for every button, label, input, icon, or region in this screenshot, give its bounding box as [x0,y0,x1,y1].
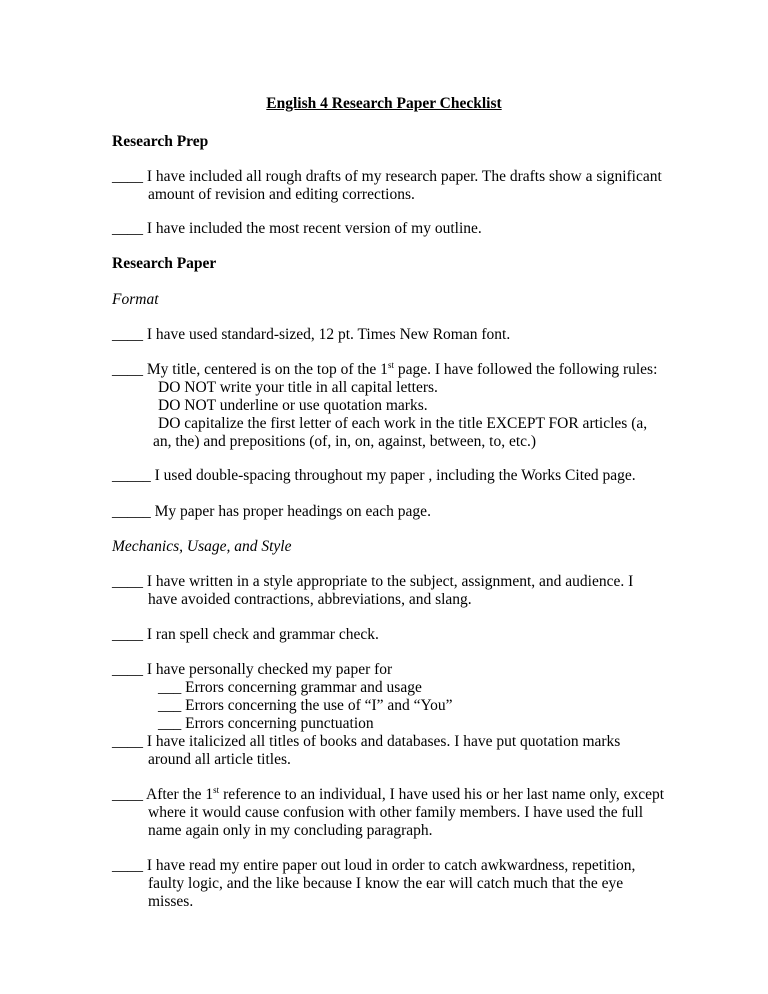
checkbox-blank[interactable]: ____ [112,661,143,678]
subheading-format: Format [112,291,159,308]
checklist-item-spell [112,626,379,644]
checkbox-blank[interactable]: ____ [112,326,143,343]
item-text: My title, centered is on the top of the 1 [143,361,388,378]
item-text: My paper has proper headings on each page. [150,503,431,520]
item-text: I ran spell check and grammar check. [143,626,379,643]
checkbox-blank[interactable]: ____ [112,626,143,643]
item-text-cont: misses. [148,893,194,910]
checkbox-blank[interactable]: ____ [112,361,143,378]
checklist-item-rough-drafts [112,168,662,186]
checkbox-blank[interactable]: ____ [112,168,143,185]
sub-item [158,679,422,697]
checkbox-blank[interactable]: ____ [112,857,143,874]
subheading-mechanics: Mechanics, Usage, and Style [112,538,292,555]
checkbox-blank[interactable]: ___ [158,679,182,696]
checklist-item-personal [112,661,392,679]
checkbox-blank[interactable]: ___ [158,715,182,732]
checklist-item-title [112,361,657,379]
section-heading-research-paper: Research Paper [112,255,217,272]
checklist-item-spacing [112,467,636,485]
checklist-item-aloud [112,857,635,875]
superscript: st [213,785,220,795]
document-title: English 4 Research Paper Checklist [266,95,502,112]
item-text-cont: name again only in my concluding paragraph. [148,822,433,839]
checkbox-blank[interactable]: ____ [112,733,143,750]
sub-item-text: Errors concerning punctuation [181,715,374,732]
item-text-cont: have avoided contractions, abbreviations, and slang. [148,591,472,608]
item-text: I have used standard-sized, 12 pt. Times New Roman font. [143,326,511,343]
checklist-item-names [112,786,664,804]
item-text: I have personally checked my paper for [143,661,393,678]
title-rule-cont: an, the) and prepositions (of, in, on, against, between, to, etc.) [153,433,537,450]
section-heading-research-prep: Research Prep [112,133,209,150]
checklist-item-headings [112,503,431,521]
title-rule: DO NOT underline or use quotation marks. [158,397,428,414]
item-text: I have included all rough drafts of my research paper. The drafts show a significant [143,168,662,185]
checkbox-blank[interactable]: ____ [112,786,143,803]
item-text: reference to an individual, I have used his or her last name only, except [219,786,665,803]
superscript: st [387,360,394,370]
item-text: After the 1 [143,786,214,803]
item-text-cont: amount of revision and editing corrections. [148,186,415,203]
sub-item [158,697,453,715]
item-text: I used double-spacing throughout my paper , including the Works Cited page. [150,467,636,484]
sub-item [158,715,374,733]
checklist-item-font [112,326,510,344]
title-rule: DO capitalize the first letter of each work in the title EXCEPT FOR articles (a, [158,415,648,432]
checkbox-blank[interactable]: ____ [112,220,143,237]
sub-item-text: Errors concerning the use of “I” and “You” [181,697,453,714]
item-text: I have italicized all titles of books and databases. I have put quotation marks [143,733,621,750]
item-text-cont: faulty logic, and the like because I know the ear will catch much that the eye [148,875,624,892]
checkbox-blank[interactable]: _____ [112,467,151,484]
item-text-cont: around all article titles. [148,751,291,768]
sub-item-text: Errors concerning grammar and usage [181,679,422,696]
checkbox-blank[interactable]: ____ [112,573,143,590]
item-text-cont: where it would cause confusion with other family members. I have used the full [148,804,644,821]
item-text: I have written in a style appropriate to the subject, assignment, and audience. I [143,573,634,590]
title-rule: DO NOT write your title in all capital letters. [158,379,438,396]
checkbox-blank[interactable]: ___ [158,697,182,714]
item-text: I have read my entire paper out loud in order to catch awkwardness, repetition, [143,857,636,874]
item-text: page. I have followed the following rules: [393,361,658,378]
item-text: I have included the most recent version of my outline. [143,220,482,237]
checkbox-blank[interactable]: _____ [112,503,151,520]
checklist-item-style [112,573,633,591]
checklist-item-italic [112,733,620,751]
checklist-item-outline [112,220,482,238]
